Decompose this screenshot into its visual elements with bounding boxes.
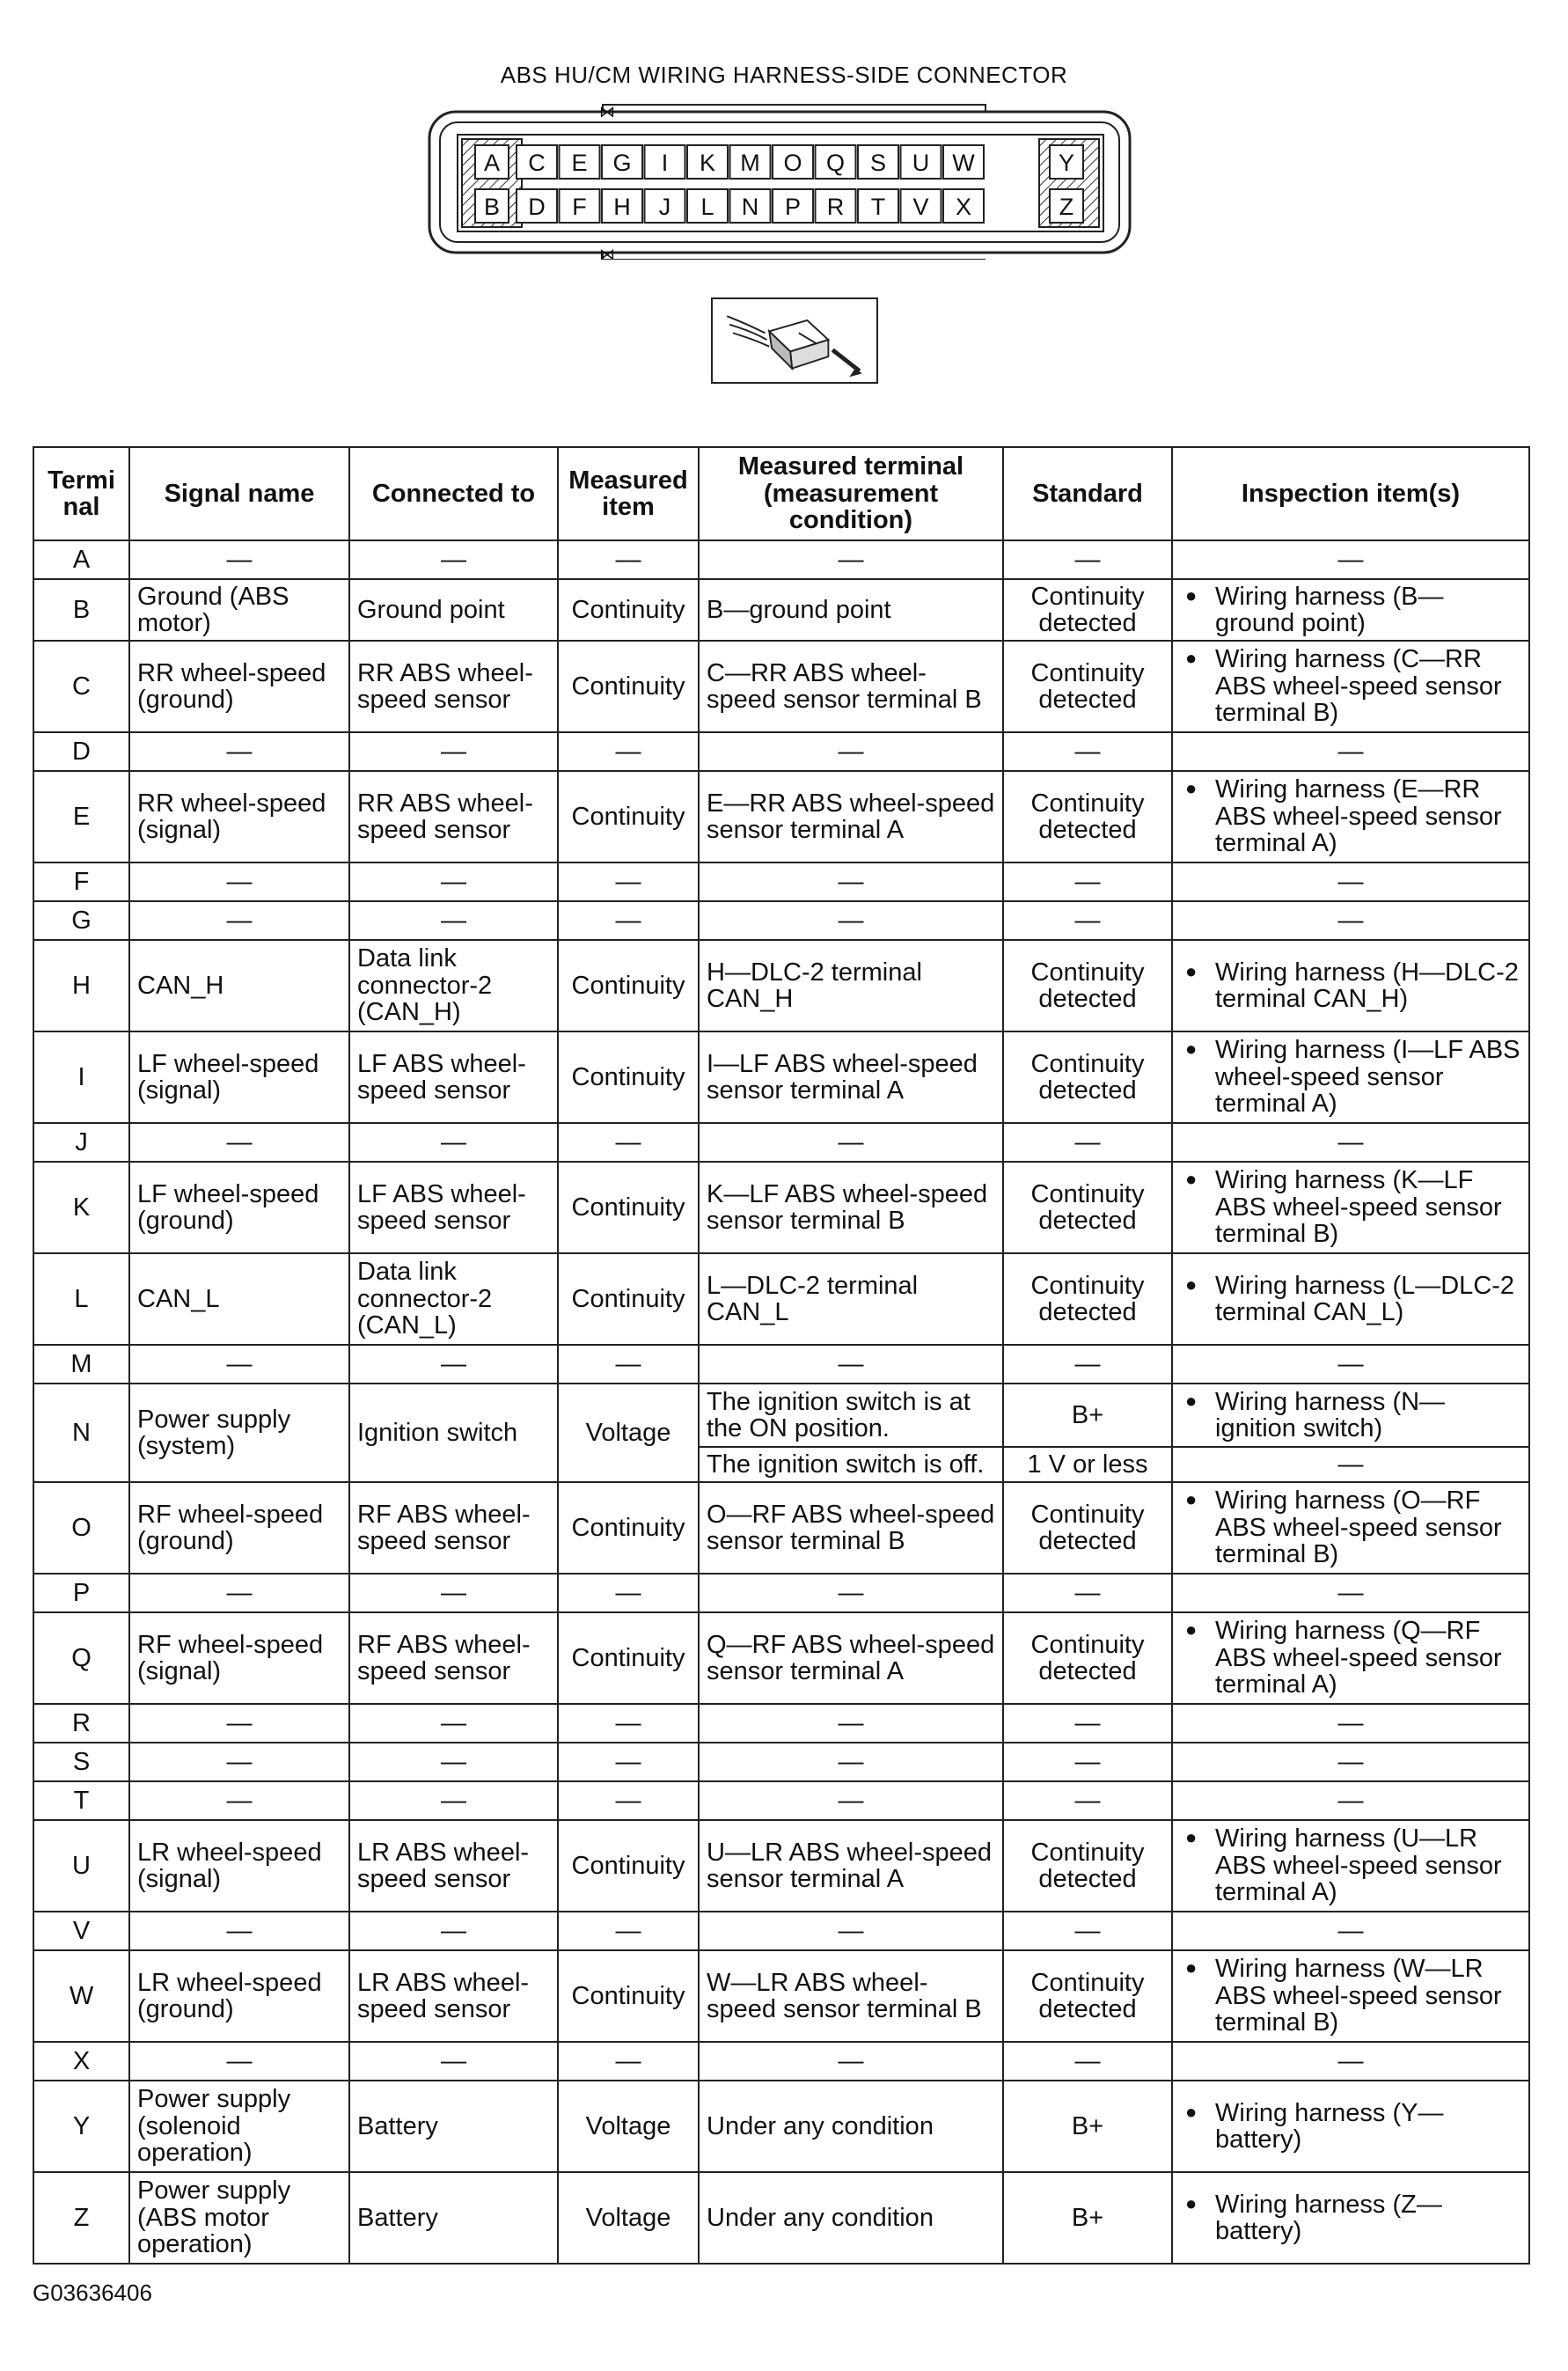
connector-diagram: [427, 101, 1135, 260]
standard-cell: Continuity detected: [1003, 771, 1172, 863]
standard-cell: —: [1003, 1704, 1172, 1743]
standard-cell: —: [1003, 863, 1172, 901]
measured-item-cell: —: [558, 540, 699, 579]
table-row: [33, 901, 1529, 940]
standard-cell: —: [1003, 2042, 1172, 2081]
table-row: [33, 1612, 1529, 1704]
signal-name-cell: —: [129, 1574, 349, 1612]
standard-cell: —: [1003, 1743, 1172, 1781]
measured-item-cell: Continuity: [558, 1950, 699, 2042]
connector-pin-label: E: [571, 150, 588, 176]
terminal-cell: H: [33, 940, 129, 1031]
standard-cell: —: [1003, 1912, 1172, 1950]
standard-cell: —: [1003, 1574, 1172, 1612]
inspection-cell: [1172, 1253, 1529, 1345]
standard-cell: —: [1003, 1781, 1172, 1820]
inspection-cell: [1172, 1162, 1529, 1253]
connected-to-cell: —: [349, 863, 558, 901]
table-row: [33, 2081, 1529, 2172]
table-row: [33, 1162, 1529, 1253]
table-row: [33, 863, 1529, 901]
terminal-cell: F: [33, 863, 129, 901]
inspection-cell: —: [1172, 1345, 1529, 1384]
inspection-cell: —: [1172, 1912, 1529, 1950]
measured-terminal-cell: —: [699, 1704, 1003, 1743]
inspection-cell: [1172, 1820, 1529, 1912]
connected-to-cell: —: [349, 2042, 558, 2081]
measured-item-cell: —: [558, 1704, 699, 1743]
connector-pin-label: P: [784, 194, 802, 220]
inspection-cell: —: [1172, 732, 1529, 771]
measured-item-cell: —: [558, 863, 699, 901]
bullet-icon: ●: [1185, 2100, 1198, 2123]
standard-cell: Continuity detected: [1003, 1031, 1172, 1123]
connector-pin-label: O: [783, 150, 802, 176]
connector-pin-label: N: [741, 194, 759, 220]
connector-pin-label: A: [483, 150, 501, 176]
bullet-icon: ●: [1185, 584, 1198, 606]
measured-terminal-cell: Q—RF ABS wheel-speed sensor terminal A: [699, 1612, 1003, 1704]
header-measured-item: Measured item: [558, 447, 699, 540]
signal-name-cell: LR wheel-speed (ground): [129, 1950, 349, 2042]
measured-terminal-cell: —: [699, 732, 1003, 771]
measured-item-cell: Continuity: [558, 771, 699, 863]
connector-pin-label: V: [912, 194, 929, 220]
inspection-cell: [1172, 1384, 1529, 1447]
measured-terminal-cell: The ignition switch is at the ON position.: [699, 1384, 1003, 1447]
measured-terminal-cell: W—LR ABS wheel-speed sensor terminal B: [699, 1950, 1003, 2042]
connected-to-cell: —: [349, 1781, 558, 1820]
inspection-cell: [1172, 2172, 1529, 2264]
terminal-cell: S: [33, 1743, 129, 1781]
measured-terminal-cell: C—RR ABS wheel-speed sensor terminal B: [699, 641, 1003, 732]
inspection-text: Wiring harness (N—ignition switch): [1215, 1387, 1446, 1442]
connector-pin-label: X: [955, 194, 972, 220]
standard-cell: Continuity detected: [1003, 1950, 1172, 2042]
terminal-cell: Z: [33, 2172, 129, 2264]
terminal-cell: Q: [33, 1612, 129, 1704]
inspection-cell: —: [1172, 1781, 1529, 1820]
standard-cell: —: [1003, 732, 1172, 771]
connected-to-cell: Ignition switch: [349, 1384, 558, 1482]
signal-name-cell: —: [129, 1743, 349, 1781]
signal-name-cell: RF wheel-speed (ground): [129, 1482, 349, 1574]
connector-pin-label: Q: [825, 150, 846, 176]
inspection-text: Wiring harness (O—RF ABS wheel-speed sensor terminal B): [1215, 1486, 1502, 1569]
inspection-cell: —: [1172, 540, 1529, 579]
measured-item-cell: Continuity: [558, 1482, 699, 1574]
signal-name-cell: LF wheel-speed (signal): [129, 1031, 349, 1123]
connected-to-cell: LF ABS wheel-speed sensor: [349, 1031, 558, 1123]
inspection-cell: [1172, 771, 1529, 863]
table-row: [33, 1384, 1529, 1447]
standard-cell: B+: [1003, 1384, 1172, 1447]
inspection-cell: [1172, 1482, 1529, 1574]
standard-cell: Continuity detected: [1003, 1482, 1172, 1574]
inspection-cell: [1172, 2081, 1529, 2172]
connected-to-cell: —: [349, 732, 558, 771]
signal-name-cell: —: [129, 1781, 349, 1820]
inspection-text: Wiring harness (Z—battery): [1215, 2190, 1442, 2245]
table-row: [33, 1031, 1529, 1123]
inspection-text: Wiring harness (I—LF ABS wheel-speed sensor terminal A): [1215, 1036, 1520, 1119]
signal-name-cell: Power supply (system): [129, 1384, 349, 1482]
inspection-cell: [1172, 641, 1529, 732]
signal-name-cell: —: [129, 2042, 349, 2081]
measured-item-cell: —: [558, 1574, 699, 1612]
terminal-cell: Y: [33, 2081, 129, 2172]
table-row: [33, 732, 1529, 771]
terminal-table: [33, 446, 1530, 2265]
table-row: [33, 2042, 1529, 2081]
measured-terminal-cell: —: [699, 1574, 1003, 1612]
terminal-cell: K: [33, 1162, 129, 1253]
terminal-cell: N: [33, 1384, 129, 1482]
terminal-cell: R: [33, 1704, 129, 1743]
inspection-text: Wiring harness (B—ground point): [1215, 582, 1444, 637]
inspection-cell: —: [1172, 1574, 1529, 1612]
table-row: [33, 1704, 1529, 1743]
bullet-icon: ●: [1185, 1038, 1198, 1061]
inspection-cell: —: [1172, 1704, 1529, 1743]
signal-name-cell: CAN_H: [129, 940, 349, 1031]
inspection-cell: [1172, 1950, 1529, 2042]
terminal-cell: G: [33, 901, 129, 940]
header-signal-name: Signal name: [129, 447, 349, 540]
measured-item-cell: —: [558, 901, 699, 940]
measured-terminal-cell: K—LF ABS wheel-speed sensor terminal B: [699, 1162, 1003, 1253]
measured-item-cell: Continuity: [558, 641, 699, 732]
signal-name-cell: RF wheel-speed (signal): [129, 1612, 349, 1704]
table-row: [33, 579, 1529, 641]
terminal-cell: C: [33, 641, 129, 732]
svg-text:⋈: ⋈: [599, 246, 615, 260]
connected-to-cell: RR ABS wheel-speed sensor: [349, 771, 558, 863]
terminal-cell: I: [33, 1031, 129, 1123]
inspection-text: Wiring harness (L—DLC-2 terminal CAN_L): [1215, 1271, 1515, 1326]
inspection-cell: —: [1172, 901, 1529, 940]
connected-to-cell: Data link connector-2 (CAN_H): [349, 940, 558, 1031]
standard-cell: Continuity detected: [1003, 579, 1172, 641]
measured-terminal-cell: —: [699, 2042, 1003, 2081]
connected-to-cell: Data link connector-2 (CAN_L): [349, 1253, 558, 1345]
terminal-cell: E: [33, 771, 129, 863]
connected-to-cell: —: [349, 901, 558, 940]
inspection-text: Wiring harness (Q—RF ABS wheel-speed sensor terminal A): [1215, 1617, 1502, 1699]
measured-terminal-cell: —: [699, 1781, 1003, 1820]
svg-text:⋈: ⋈: [599, 103, 615, 121]
terminal-cell: P: [33, 1574, 129, 1612]
bullet-icon: ●: [1185, 959, 1198, 982]
terminal-cell: B: [33, 579, 129, 641]
measured-item-cell: Continuity: [558, 1162, 699, 1253]
signal-name-cell: —: [129, 1123, 349, 1162]
signal-name-cell: —: [129, 732, 349, 771]
connected-to-cell: —: [349, 1704, 558, 1743]
measured-item-cell: Continuity: [558, 579, 699, 641]
signal-name-cell: LR wheel-speed (signal): [129, 1820, 349, 1912]
inspection-cell: [1172, 1031, 1529, 1123]
connector-pin-label: S: [869, 150, 887, 176]
connector-pin-label: L: [700, 194, 714, 220]
terminal-cell: L: [33, 1253, 129, 1345]
connector-pin-label: M: [740, 150, 760, 176]
measured-terminal-cell: —: [699, 1123, 1003, 1162]
measured-item-cell: Continuity: [558, 1820, 699, 1912]
standard-cell: Continuity detected: [1003, 641, 1172, 732]
terminal-cell: O: [33, 1482, 129, 1574]
terminal-cell: T: [33, 1781, 129, 1820]
standard-cell: B+: [1003, 2172, 1172, 2264]
diagram-title: ABS HU/CM WIRING HARNESS-SIDE CONNECTOR: [500, 62, 1068, 88]
standard-cell: Continuity detected: [1003, 1162, 1172, 1253]
bullet-icon: ●: [1185, 1826, 1198, 1849]
inspection-text: Wiring harness (Y—battery): [1215, 2098, 1444, 2154]
connector-pin-label: J: [658, 194, 671, 220]
bullet-icon: ●: [1185, 647, 1198, 670]
measured-terminal-cell: U—LR ABS wheel-speed sensor terminal A: [699, 1820, 1003, 1912]
measured-item-cell: Continuity: [558, 940, 699, 1031]
measured-terminal-cell: B—ground point: [699, 579, 1003, 641]
bullet-icon: ●: [1185, 777, 1198, 800]
connected-to-cell: —: [349, 540, 558, 579]
table-row: [33, 1743, 1529, 1781]
terminal-cell: X: [33, 2042, 129, 2081]
connector-pin-label: R: [826, 194, 845, 220]
measured-terminal-cell: E—RR ABS wheel-speed sensor terminal A: [699, 771, 1003, 863]
inspection-cell: [1172, 1612, 1529, 1704]
connector-pin-label: G: [612, 150, 632, 176]
signal-name-cell: —: [129, 540, 349, 579]
table-row: [33, 1253, 1529, 1345]
header-connected-to: Connected to: [349, 447, 558, 540]
measured-terminal-cell: I—LF ABS wheel-speed sensor terminal A: [699, 1031, 1003, 1123]
standard-cell: —: [1003, 901, 1172, 940]
table-row: [33, 1820, 1529, 1912]
table-row: [33, 1345, 1529, 1384]
connector-pin-label: F: [572, 194, 587, 220]
signal-name-cell: LF wheel-speed (ground): [129, 1162, 349, 1253]
table-row: [33, 1123, 1529, 1162]
header-measured-terminal: Measured terminal (measurement condition): [699, 447, 1003, 540]
bullet-icon: ●: [1185, 1168, 1198, 1191]
inspection-cell: —: [1172, 1123, 1529, 1162]
connected-to-cell: LR ABS wheel-speed sensor: [349, 1820, 558, 1912]
table-row: [33, 1482, 1529, 1574]
connected-to-cell: LF ABS wheel-speed sensor: [349, 1162, 558, 1253]
connector-pin-label: T: [870, 194, 886, 220]
measured-terminal-cell: L—DLC-2 terminal CAN_L: [699, 1253, 1003, 1345]
table-row: [33, 940, 1529, 1031]
terminal-cell: W: [33, 1950, 129, 2042]
measured-terminal-cell: —: [699, 901, 1003, 940]
connector-pin-label: K: [699, 150, 716, 176]
connected-to-cell: —: [349, 1345, 558, 1384]
terminal-cell: J: [33, 1123, 129, 1162]
table-row: [33, 1950, 1529, 2042]
measured-item-cell: Continuity: [558, 1612, 699, 1704]
standard-cell: —: [1003, 1345, 1172, 1384]
connector-pin-label: B: [483, 194, 501, 220]
signal-name-cell: —: [129, 901, 349, 940]
table-row: [33, 1781, 1529, 1820]
connector-pin-label: H: [613, 194, 631, 220]
measured-item-cell: —: [558, 1123, 699, 1162]
bullet-icon: ●: [1185, 2191, 1198, 2214]
header-terminal: Termi nal: [33, 447, 129, 540]
header-inspection-items: Inspection item(s): [1172, 447, 1529, 540]
measured-terminal-cell: —: [699, 863, 1003, 901]
connected-to-cell: RF ABS wheel-speed sensor: [349, 1482, 558, 1574]
inspection-text: Wiring harness (C—RR ABS wheel-speed sensor terminal B): [1215, 645, 1502, 728]
measured-terminal-cell: —: [699, 1912, 1003, 1950]
connected-to-cell: Battery: [349, 2172, 558, 2264]
connector-view-icon: [711, 297, 878, 384]
measured-terminal-cell: —: [699, 1345, 1003, 1384]
measured-item-cell: Voltage: [558, 2081, 699, 2172]
inspection-text: Wiring harness (E—RR ABS wheel-speed sensor terminal A): [1215, 775, 1502, 858]
table-row: [33, 1574, 1529, 1612]
inspection-cell: [1172, 940, 1529, 1031]
table-row: [33, 540, 1529, 579]
connected-to-cell: RF ABS wheel-speed sensor: [349, 1612, 558, 1704]
connector-pin-label: U: [912, 150, 930, 176]
terminal-cell: U: [33, 1820, 129, 1912]
terminal-cell: M: [33, 1345, 129, 1384]
standard-cell: Continuity detected: [1003, 1253, 1172, 1345]
inspection-text: Wiring harness (H—DLC-2 terminal CAN_H): [1215, 958, 1519, 1013]
measured-item-cell: —: [558, 1345, 699, 1384]
connected-to-cell: —: [349, 1574, 558, 1612]
terminal-cell: A: [33, 540, 129, 579]
inspection-text: Wiring harness (U—LR ABS wheel-speed sensor terminal A): [1215, 1824, 1502, 1907]
figure-id: G03636406: [33, 2279, 152, 2306]
measured-item-cell: —: [558, 1743, 699, 1781]
connector-pin-label: I: [661, 150, 669, 176]
connected-to-cell: LR ABS wheel-speed sensor: [349, 1950, 558, 2042]
measured-terminal-cell: Under any condition: [699, 2172, 1003, 2264]
measured-item-cell: —: [558, 1781, 699, 1820]
standard-cell: —: [1003, 1123, 1172, 1162]
measured-terminal-cell: H—DLC-2 terminal CAN_H: [699, 940, 1003, 1031]
signal-name-cell: RR wheel-speed (ground): [129, 641, 349, 732]
standard-cell: Continuity detected: [1003, 1820, 1172, 1912]
measured-item-cell: Continuity: [558, 1253, 699, 1345]
table-row: [33, 641, 1529, 732]
bullet-icon: ●: [1185, 1389, 1198, 1412]
connected-to-cell: —: [349, 1123, 558, 1162]
bullet-icon: ●: [1185, 1619, 1198, 1641]
measured-item-cell: —: [558, 1912, 699, 1950]
bullet-icon: ●: [1185, 1273, 1198, 1296]
signal-name-cell: Ground (ABS motor): [129, 579, 349, 641]
standard-cell: Continuity detected: [1003, 1612, 1172, 1704]
signal-name-cell: —: [129, 863, 349, 901]
connector-pin-label: C: [528, 150, 546, 176]
connected-to-cell: —: [349, 1912, 558, 1950]
measured-terminal-cell: The ignition switch is off.: [699, 1447, 1003, 1482]
signal-name-cell: —: [129, 1345, 349, 1384]
connector-pin-label: D: [528, 194, 546, 220]
standard-cell: —: [1003, 540, 1172, 579]
measured-terminal-cell: Under any condition: [699, 2081, 1003, 2172]
signal-name-cell: Power supply (solenoid operation): [129, 2081, 349, 2172]
inspection-cell: [1172, 579, 1529, 641]
signal-name-cell: CAN_L: [129, 1253, 349, 1345]
table-row: [33, 1912, 1529, 1950]
measured-terminal-cell: —: [699, 1743, 1003, 1781]
measured-terminal-cell: O—RF ABS wheel-speed sensor terminal B: [699, 1482, 1003, 1574]
measured-terminal-cell: —: [699, 540, 1003, 579]
connected-to-cell: —: [349, 1743, 558, 1781]
measured-item-cell: —: [558, 2042, 699, 2081]
measured-item-cell: Voltage: [558, 1384, 699, 1482]
signal-name-cell: —: [129, 1912, 349, 1950]
connector-pin-label: W: [952, 150, 975, 176]
signal-name-cell: —: [129, 1704, 349, 1743]
measured-item-cell: —: [558, 732, 699, 771]
inspection-text: Wiring harness (K—LF ABS wheel-speed sensor terminal B): [1215, 1166, 1502, 1249]
terminal-cell: V: [33, 1912, 129, 1950]
signal-name-cell: Power supply (ABS motor operation): [129, 2172, 349, 2264]
standard-cell: 1 V or less: [1003, 1447, 1172, 1482]
table-row: [33, 2172, 1529, 2264]
standard-cell: Continuity detected: [1003, 940, 1172, 1031]
connected-to-cell: Ground point: [349, 579, 558, 641]
measured-item-cell: Continuity: [558, 1031, 699, 1123]
inspection-text: Wiring harness (W—LR ABS wheel-speed sensor terminal B): [1215, 1955, 1502, 2037]
inspection-cell: —: [1172, 1743, 1529, 1781]
header-standard: Standard: [1003, 447, 1172, 540]
terminal-cell: D: [33, 732, 129, 771]
measured-item-cell: Voltage: [558, 2172, 699, 2264]
inspection-cell: —: [1172, 2042, 1529, 2081]
table-row: [33, 771, 1529, 863]
connected-to-cell: Battery: [349, 2081, 558, 2172]
bullet-icon: ●: [1185, 1956, 1198, 1979]
signal-name-cell: RR wheel-speed (signal): [129, 771, 349, 863]
standard-cell: B+: [1003, 2081, 1172, 2172]
connector-pin-label: Y: [1058, 150, 1075, 176]
inspection-cell: —: [1172, 1447, 1529, 1482]
bullet-icon: ●: [1185, 1488, 1198, 1511]
connector-pin-label: Z: [1059, 194, 1074, 220]
connected-to-cell: RR ABS wheel-speed sensor: [349, 641, 558, 732]
inspection-cell: —: [1172, 863, 1529, 901]
